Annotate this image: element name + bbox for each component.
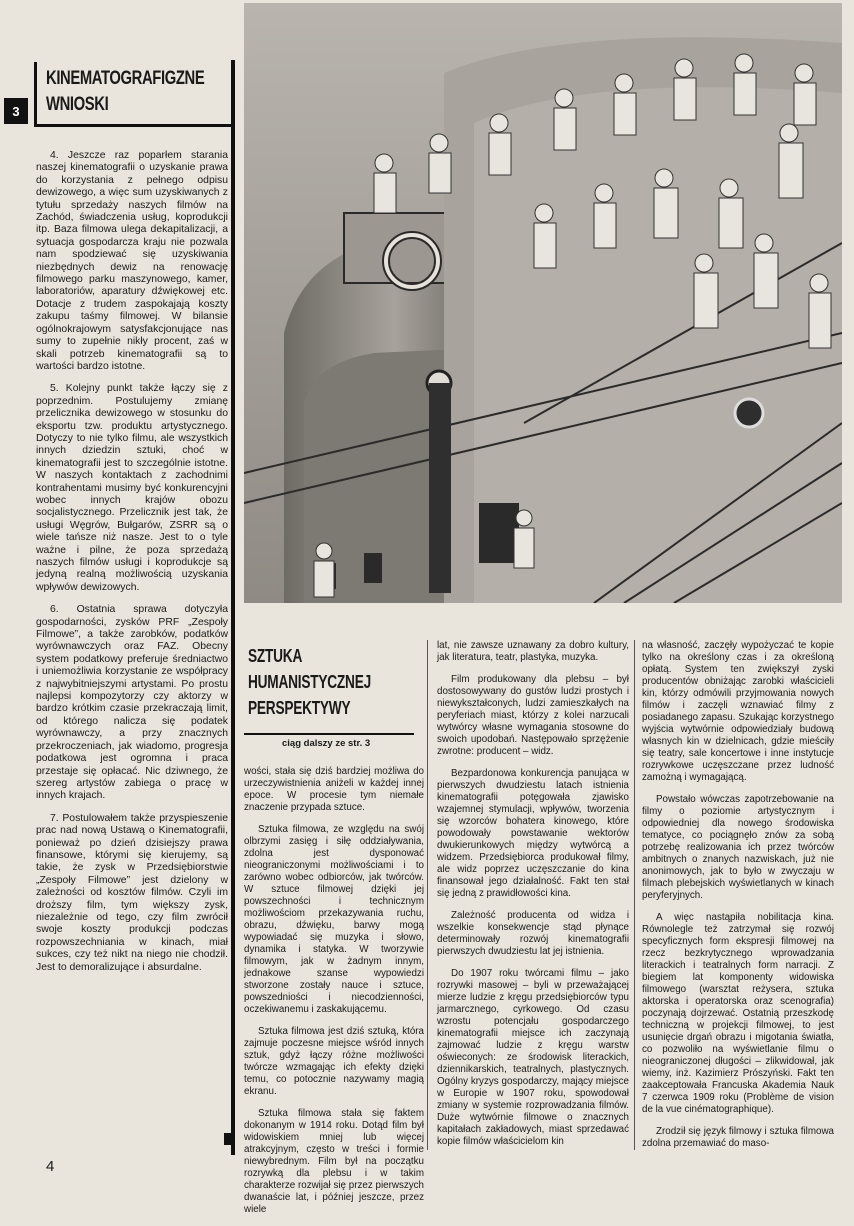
- paragraph: 7. Postulowałem także przyspieszenie prac nad nową Ustawą o Kinematografii, ponieważ po dzień dzisiejszy prawa finansowe, którymi się kierujemy, są takie, że zysk w Przedsiębiorstwie „Zespoły Filmowe” jest dzielony w zależności od kosztów filmów. Czyli im droższy film, tym większy zysk, niezależnie od tego, czy film zwrócił swoje koszty produkcji podczas rozpowszechniania w kinach, miał sukces, czy też nikt na niego nie chodził. Jest to demoralizujące i absurdalne.: [36, 812, 228, 973]
- paragraph: Sztuka filmowa jest dziś sztuką, która zajmuje poczesne miejsce wśród innych sztuk, gdyż łączy różne możliwości twórcze wzmagając ich efekty dzięki temu, co potocznie nazywamy magią ekranu.: [244, 1026, 424, 1097]
- article-column-4: [642, 640, 834, 1160]
- left-heading: KINEMATOGRAFIGZNE WNIOSKI: [46, 68, 205, 115]
- paragraph: 4. Jeszcze raz poparłem starania naszej kinematografii o uzyskanie prawa do korzystania z pełnego odpisu dewizowego, a więc sum uzyskiwanych z tytułu sprzedaży naszych filmów na Zachód, świadczenia usług, koprodukcji itp. Baza filmowa ulega dekapitalizacji, a sytuacja gospodarcza kraju nie pozwala nam spodziewać się uzyskiwania niezbędnych dewiz na renowację filmowego parku maszynowego, kamer, laboratoriów, aparatury dźwiękowej etc. Dotacje z trudem zaspokajają koszty zakupu taśmy filmowej. W bilansie ogólnokrajowym satysfakcjonujące nas sumy to zupełnie nikły procent, zaś w skali potrzeb kinematografii są to wartości bardzo istotne.: [36, 150, 228, 372]
- left-column-rule: [231, 60, 235, 1155]
- paragraph: lat, nie zawsze uznawany za dobro kultury, jak literatura, teatr, plastyka, muzyka.: [437, 640, 629, 663]
- paragraph: Sztuka filmowa, ze względu na swój olbrzymi zasięg i siłę oddziaływania, zdolna jest dysponować nieograniczonymi możliwościami i to zarówno wobec odbiorców, jak twórców. W sztuce filmowej dzięki jej powszechności i technicznym możliwościom przekazywania ruchu, obrazu, dźwięku, barwy mogą wypowiadać się muzyka i słowo, dynamika i statyka. W tworzywie filmowym, jak w żadnym innym, jednakowe szanse wypowiedzi stworzone zostały nauce i sztuce, powszedniości i niecodzienności, oczekiwanemu i zaskakującemu.: [244, 824, 424, 1015]
- paragraph: Do 1907 roku twórcami filmu – jako rozrywki masowej – byli w przeważającej mierze ludzie z kręgu przedsiębiorców typu jarmarcznego, cyrkowego. Od czasu wzrostu potencjału gospodarczego kinematografii miejsce ich zaczynają zajmować ludzie z kręgu warstw oświeconych: ze środowisk literackich, dziennikarskich, teatralnych, plastycznych. Ogólny kryzys gospodarczy, mający miejsce w Europie w 1907 roku, spowodował zmiany w systemie rozprowadzania filmów. Duże wytwórnie filmowe o znacznych kapitałach zakładowych, miast sprzedawać kopie filmów właścicielom kin: [437, 968, 629, 1147]
- paragraph: Bezpardonowa konkurencja panująca w pierwszych dwudziestu latach istnienia kinematografii potęgowała zjawisko wzajemnej stymulacji, wpływów, tworzenia się wzorców bohatera kinowego, które powodowały powstawanie wektorów dwukierunkowych między wytwórcą a widzem. Przedsiębiorca produkował filmy, ale widz poprzez uczęszczanie do kina finansował jego działalność. Fakt ten stał się jedną z prawidłowości kina.: [437, 768, 629, 899]
- section-number-badge: 3: [4, 98, 28, 124]
- article-heading: SZTUKA HUMANISTYCZNEJ PERSPEKTYWY: [248, 646, 371, 718]
- paragraph: Zależność producenta od widza i wszelkie konsekwencje stąd płynące determinowały rozwój kinematografii pierwszych dwudziestu lat jej istnienia.: [437, 910, 629, 957]
- article-column-3: [437, 640, 629, 1158]
- paragraph: Zrodził się język filmowy i sztuka filmowa zdolna przemawiać do maso-: [642, 1126, 834, 1149]
- article-column-2: [244, 766, 424, 1226]
- paragraph: Sztuka filmowa stała się faktem dokonanym w 1914 roku. Dotąd film był widowiskiem mniej lub więcej atrakcyjnym, często w treści i formie niewybrednym. Film był na początku rozrywką dla plebsu i w takim charakterze rozwijał się przez pierwszych dwanaście lat, i później jeszcze, przez wiele: [244, 1108, 424, 1215]
- paragraph: na własność, zaczęły wypożyczać te kopie tylko na określony czas i za określoną opłatą. System ten zwiększył zyski producentów obniżając zarobki właścicieli kin, którzy odmówili przyjmowania nowych filmów i zaczęli wznawiać filmy z posiadanego zapasu. Szukając korzystnego wyjścia wytwórnie odpowiedziały budową własnych kin w dzielnicach, gdzie mieściły się teatry, sale koncertowe i inne instytucje rozrywkowe uczęszczane przez ludność zamożną i wymagającą.: [642, 640, 834, 783]
- paragraph: Film produkowany dla plebsu – był dostosowywany do gustów ludzi prostych i niewykształconych, ludzi zamieszkałych na peryferiach miast, którzy z kolei narzucali wytwórcy własne wymagania stosowne do swoich upodobań. Następowało sprzężenie zwrotne: producent – widz.: [437, 674, 629, 757]
- ship-crew-photo: [244, 3, 842, 603]
- photo-illustration: [244, 3, 842, 603]
- end-of-section-mark: [224, 1133, 234, 1145]
- continued-note: ciąg dalszy ze str. 3: [282, 738, 371, 749]
- article-heading-rule: [244, 733, 414, 735]
- column-rule-3: [634, 640, 635, 1150]
- paragraph: 6. Ostatnia sprawa dotyczyła gospodarności, zysków PRF „Zespoły Filmowe”, a także zarobków, podatków wyrównawczych oraz FAZ. Obecny system podatkowy preferuje średniactwo i uniemożliwia korzystanie ze współpracy z najwybitniejszymi artystami. Po prostu najlepsi kompozytorzy czy aktorzy w bardzo krótkim czasie przekraczają limit, od którego nalicza się podatek wyrównawczy, a przy znacznych przekroczeniach, jak wiadomo, progresja podatkowa jest ogromna i praca przestaje się opłacać. Nic dziwnego, że szereg artystów zabiega o pracę w innych krajach.: [36, 604, 228, 802]
- left-column-text: [36, 150, 228, 984]
- column-rule-2: [427, 640, 428, 1150]
- page-number: 4: [46, 1158, 55, 1175]
- paragraph: A więc nastąpiła nobilitacja kina. Równolegle też zatrzymał się rozwój specyficznych form ekspresji filmowej na rzecz bezkrytycznego wprowadzania literackich i teatralnych form narracji. Z biegiem lat komponenty widowiska filmowego (warsztat reżysera, sztuka aktorska i operatorska oraz scenografia) poczynają dojrzewać. Ostatnią przeszkodę techniczną w projekcji filmowej, to jest usunięcie drgań obrazu i migotania światła, co pozwoliło na wyświetlanie filmu o nieograniczonej długości – zlikwidował, jak wiemy, inż. Kazimierz Prószyński. Fakt ten zaakceptowała Francuska Akademia Nauk 7 czerwca 1909 roku (Problème de vision de la vue cinématographique).: [642, 912, 834, 1115]
- paragraph: Powstało wówczas zapotrzebowanie na filmy o poziomie artystycznym i odpowiedniej dla nowego środowiska tematyce, co pociągnęło znów za sobą potrzebę realizowania ich przez twórców ambitnych o znanych nazwiskach, już nie anonimowych, jak to było w zwyczaju w filmach plebejskich wyświetlanych w kinach peryferyjnych.: [642, 794, 834, 901]
- paragraph: 5. Kolejny punkt także łączy się z poprzednim. Postulujemy zmianę przelicznika dewizowego w stosunku do eksportu tzw. produktu artystycznego. Dotyczy to nie tylko filmu, ale wszystkich innych dziedzin sztuki, choć w kinematografii jest to szczególnie istotne. W naszych kontaktach z zachodnimi kontrahentami musimy być konkurencyjni wobec innych krajów obozu socjalistycznego. Przelicznik jest tak, że usługi Węgrów, Bułgarów, ZSRR są o wiele tańsze niż nasze. Jest to o tyle ważne i pilne, że poza sprzedażą naszych filmów usługi i koprodukcje są jedyną realną możliwością uzyskania wpływów dewizowych.: [36, 383, 228, 593]
- paragraph: wości, stała się dziś bardziej możliwa do urzeczywistnienia aniżeli w każdej innej epoce. W procesie tym niemałe znaczenie przypada sztuce.: [244, 766, 424, 813]
